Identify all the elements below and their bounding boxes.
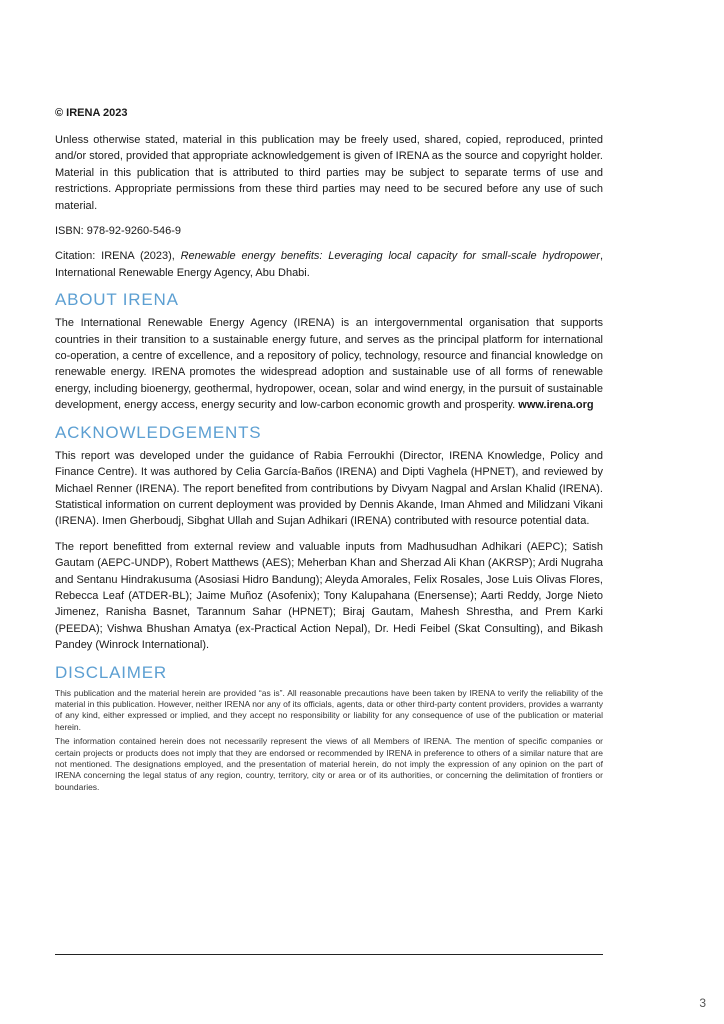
usage-notice: Unless otherwise stated, material in this publication may be freely used, shared, copied, reproduced, printed and/or stored, provided that appropriate acknowledgement is given of IRENA as the source and copyright holder. Material in this publication that is attributed to third parties may be subject to separate terms of use and restrictions. Appropriate permissions from these third parties may need to be secured before any use of such material. bbox=[55, 134, 603, 212]
copyright-notice: © IRENA 2023 bbox=[55, 107, 128, 119]
citation-title: Renewable energy benefits: Leveraging local capacity for small-scale hydropower bbox=[180, 250, 600, 263]
about-body: The International Renewable Energy Agency (IRENA) is an intergovernmental organisation that supports countries in their transition to a sustainable energy future, and serves as the principal platform for international co-operation, a centre of excellence, and a repository of policy, technology, resource and financial knowledge on renewable energy. IRENA promotes the widespread adoption and sustainable use of all forms of renewable energy, including bioenergy, geothermal, hydropower, ocean, solar and wind energy, in the pursuit of sustainable development, energy access, energy security and low-carbon economic growth and prosperity. bbox=[55, 317, 603, 412]
page-content bbox=[55, 107, 603, 796]
citation bbox=[55, 248, 603, 281]
acknowledgements-para-2: The report benefitted from external review and valuable inputs from Madhusudhan Adhikari (AEPC); Satish Gautam (AEPC-UNDP), Robert Matthews (AES); Meherban Khan and Sherzad Ali Khan (AKRSP); Ardi Nugraha and Sentanu Hindrakusuma (Asosiasi Hidro Bandung); Aleyda Amorales, Felix Rosales, Jose Luis Olivas Flores, Rebecca Leaf (ATDER-BL); Jaime Muñoz (Asofenix); Tony Kalupahana (Enersense); Aarti Reddy, Jorge Nieto Jimenez, Ranisha Basnet, Tarannum Sahar (HPNET); Biraj Gautam, Mahesh Shrestha, and Prem Karki (PEEDA); Vishwa Bhushan Amatya (ex-Practical Action Nepal), Dr. Hedi Feibel (Skat Consulting), and Bikash Pandey (Winrock International). bbox=[55, 540, 603, 652]
footer-divider bbox=[55, 954, 603, 955]
page-number: 3 bbox=[699, 996, 706, 1010]
citation-prefix: Citation: IRENA (2023), bbox=[55, 250, 181, 263]
isbn: ISBN: 978-92-9260-546-9 bbox=[55, 225, 181, 238]
irena-website-link[interactable]: www.irena.org bbox=[518, 399, 594, 412]
disclaimer-para-2: The information contained herein does not necessarily represent the views of all Members of IRENA. The mention of specific companies or certain projects or products does not imply that they are endorsed or recommended by IRENA in preference to others of a similar nature that are not mentioned. The designations employed, and the presentation of material herein, do not imply the expression of any opinion on the part of IRENA concerning the legal status of any region, country, territory, city or area or of its authorities, or concerning the delimitation of frontiers or boundaries. bbox=[55, 736, 603, 792]
about-text bbox=[55, 315, 603, 413]
acknowledgements-para-1: This report was developed under the guidance of Rabia Ferroukhi (Director, IRENA Knowledge, Policy and Finance Centre). It was authored by Celia García-Baños (IRENA) and Dipti Vaghela (HPNET), and reviewed by Michael Renner (IRENA). The report benefited from contributions by Divyam Nagpal and Arslan Khalid (IRENA). Statistical information on current deployment was provided by Dennis Akande, Iman Ahmed and Milidzani Vikani (IRENA). Imen Gherboudj, Sibghat Ullah and Sujan Adhikari (IRENA) contributed with resource potential data. bbox=[55, 449, 603, 528]
acknowledgements-heading: ACKNOWLEDGEMENTS bbox=[55, 422, 262, 442]
about-heading: ABOUT IRENA bbox=[55, 290, 179, 310]
disclaimer-heading: DISCLAIMER bbox=[55, 662, 167, 682]
disclaimer-para-1: This publication and the material herein are provided “as is”. All reasonable precautions have been taken by IRENA to verify the reliability of the material in this publication. However, neither IRENA nor any of its officials, agents, data or other third-party content providers, provides a warranty of any kind, either expressed or implied, and they accept no responsibility or liability for any consequence of use of the publication or material herein. bbox=[55, 687, 603, 732]
citation-suffix: , International Renewable Energy Agency, Abu Dhabi. bbox=[55, 250, 604, 279]
